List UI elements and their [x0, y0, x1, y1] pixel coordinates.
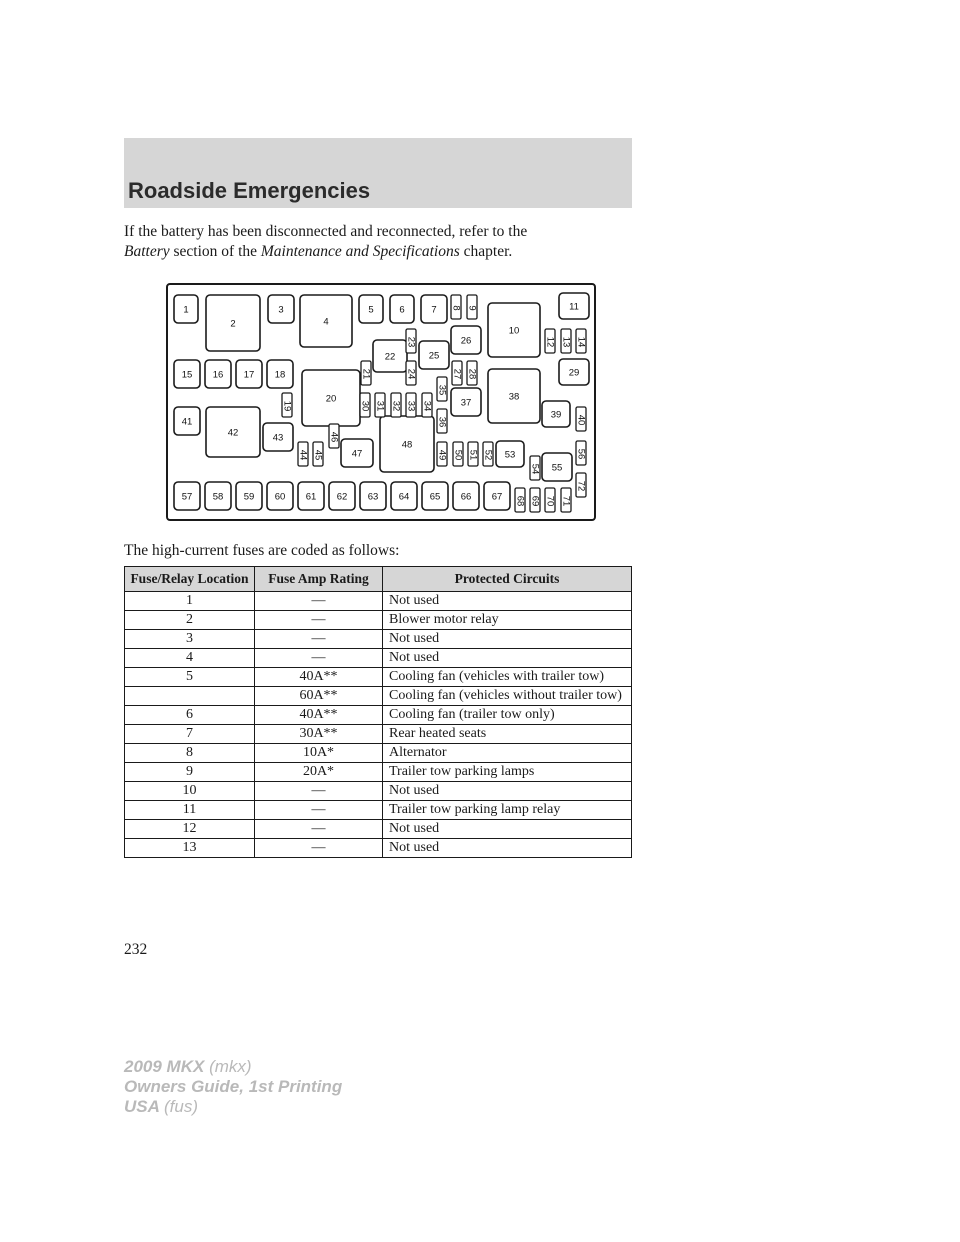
fuse-slot-label: 67 [491, 491, 503, 503]
cell-location: 5 [125, 668, 255, 687]
fuse-slot-label: 47 [351, 448, 363, 460]
cell-location: 12 [125, 820, 255, 839]
table-row [125, 801, 632, 820]
intro-chapter: chapter. [463, 243, 513, 260]
footer-region: USA [124, 1097, 160, 1116]
mini-fuse-label: 34 [421, 400, 433, 412]
mini-fuse-label: 33 [405, 400, 417, 412]
table-row [125, 706, 632, 725]
fuse-slot-label: 42 [227, 427, 239, 439]
fuse-slot-label: 18 [274, 369, 286, 381]
fuse-slot-label: 1 [183, 304, 189, 316]
fuse-slot-label: 41 [181, 416, 193, 428]
table-row [125, 687, 632, 706]
cell-location: 1 [125, 592, 255, 611]
footer-guide: Owners Guide, 1st Printing [124, 1077, 343, 1096]
fuse-slot-label: 43 [272, 432, 284, 444]
fuse-slot-label: 39 [550, 409, 562, 421]
header-location: Fuse/Relay Location [125, 567, 255, 592]
cell-circuit: Cooling fan (vehicles with trailer tow) [383, 668, 632, 687]
cell-rating: — [255, 649, 383, 668]
footer-region-code: (fus) [164, 1097, 198, 1116]
fuse-slot-label: 48 [401, 439, 413, 451]
mini-fuse-label: 23 [405, 336, 417, 348]
table-intro: The high-current fuses are coded as follows: [124, 542, 400, 559]
fuse-slot-label: 62 [336, 491, 348, 503]
mini-fuse-label: 68 [514, 495, 526, 507]
table-row [125, 725, 632, 744]
cell-location: 6 [125, 706, 255, 725]
fuse-slot-label: 37 [460, 397, 472, 409]
mini-fuse-label: 56 [575, 448, 587, 460]
fuse-slot-label: 38 [508, 391, 520, 403]
mini-fuse-label: 70 [544, 495, 556, 507]
intro-section-of: section of the [173, 243, 258, 260]
fuse-slot-label: 26 [460, 335, 472, 347]
mini-fuse-label: 40 [575, 414, 587, 426]
mini-fuse-label: 54 [529, 463, 541, 475]
footer-model-code: (mkx) [209, 1057, 252, 1076]
table-row [125, 611, 632, 630]
fuse-slot-label: 53 [504, 449, 516, 461]
cell-circuit: Blower motor relay [383, 611, 632, 630]
cell-circuit: Not used [383, 649, 632, 668]
fuse-slot-label: 2 [230, 318, 236, 330]
mini-fuse-label: 35 [436, 384, 448, 396]
fuse-slot-label: 66 [460, 491, 472, 503]
cell-circuit: Cooling fan (vehicles without trailer tow) [383, 687, 632, 706]
table-header-row [125, 567, 632, 592]
mini-fuse-label: 9 [466, 305, 478, 311]
cell-rating: 20A* [255, 763, 383, 782]
mini-fuse-label: 30 [359, 400, 371, 412]
fuse-slot-label: 59 [243, 491, 255, 503]
mini-fuse-label: 13 [560, 336, 572, 348]
footer-model: 2009 MKX [124, 1057, 205, 1076]
table-row [125, 820, 632, 839]
table-row [125, 839, 632, 858]
cell-rating: — [255, 611, 383, 630]
fuse-slot-label: 60 [274, 491, 286, 503]
mini-fuse-label: 71 [560, 495, 572, 507]
mini-fuse-label: 72 [575, 480, 587, 492]
mini-fuse-label: 51 [467, 449, 479, 461]
fuse-slot-label: 64 [398, 491, 410, 503]
fuse-slot-label: 11 [569, 301, 579, 313]
cell-location: 3 [125, 630, 255, 649]
header-rating: Fuse Amp Rating [255, 567, 383, 592]
cell-location: 4 [125, 649, 255, 668]
fuse-slot-label: 16 [212, 369, 224, 381]
mini-fuse-label: 8 [450, 305, 462, 311]
table-row [125, 763, 632, 782]
page-number: 232 [124, 941, 148, 958]
table-row [125, 668, 632, 687]
mini-fuse-label: 50 [452, 449, 464, 461]
cell-circuit: Not used [383, 782, 632, 801]
fuse-slot-label: 57 [181, 491, 193, 503]
cell-circuit: Not used [383, 820, 632, 839]
cell-location: 2 [125, 611, 255, 630]
mini-fuse-label: 32 [390, 400, 402, 412]
fuse-slot-label: 58 [212, 491, 224, 503]
intro-chapter-ref: Maintenance and Specifications [260, 243, 460, 260]
mini-fuse-label: 27 [451, 368, 463, 380]
mini-fuse-label: 69 [529, 495, 541, 507]
fuse-slot-label: 61 [305, 491, 317, 503]
cell-circuit: Alternator [383, 744, 632, 763]
fuse-slot-label: 29 [568, 367, 580, 379]
fuse-slot-label: 25 [428, 350, 440, 362]
table-row [125, 782, 632, 801]
cell-location [125, 687, 255, 706]
fuse-slot-label: 7 [431, 304, 437, 316]
mini-fuse-label: 45 [312, 449, 324, 461]
fuse-table [124, 566, 632, 858]
cell-location: 7 [125, 725, 255, 744]
mini-fuse-label: 12 [544, 336, 556, 348]
fuse-slot-label: 55 [551, 462, 563, 474]
cell-rating: — [255, 839, 383, 858]
table-row [125, 744, 632, 763]
intro-line1: If the battery has been disconnected and reconnected, refer to the [124, 223, 528, 240]
mini-fuse-label: 19 [281, 400, 293, 412]
cell-circuit: Trailer tow parking lamp relay [383, 801, 632, 820]
fuse-slot-label: 6 [399, 304, 405, 316]
mini-fuse-label: 28 [466, 368, 478, 380]
fuse-slot-label: 5 [368, 304, 374, 316]
page-title: Roadside Emergencies [128, 178, 371, 203]
fuse-slot-label: 15 [181, 369, 193, 381]
cell-rating: — [255, 782, 383, 801]
cell-circuit: Trailer tow parking lamps [383, 763, 632, 782]
cell-location: 13 [125, 839, 255, 858]
table-row [125, 592, 632, 611]
cell-circuit: Not used [383, 839, 632, 858]
mini-fuse-label: 44 [297, 449, 309, 461]
intro-paragraph [124, 222, 644, 262]
cell-rating: 40A** [255, 706, 383, 725]
header-circuits: Protected Circuits [383, 567, 632, 592]
footer [124, 1057, 342, 1117]
cell-circuit: Not used [383, 630, 632, 649]
cell-rating: 60A** [255, 687, 383, 706]
cell-circuit: Rear heated seats [383, 725, 632, 744]
fuse-slot-label: 4 [323, 316, 329, 328]
cell-location: 9 [125, 763, 255, 782]
fuse-slot-label: 3 [278, 304, 284, 316]
cell-circuit: Cooling fan (trailer tow only) [383, 706, 632, 725]
mini-fuse-label: 49 [436, 449, 448, 461]
fuse-slot-label: 63 [367, 491, 379, 503]
intro-battery-ref: Battery [124, 243, 170, 260]
cell-location: 8 [125, 744, 255, 763]
cell-circuit: Not used [383, 592, 632, 611]
cell-location: 11 [125, 801, 255, 820]
cell-rating: — [255, 801, 383, 820]
cell-rating: 10A* [255, 744, 383, 763]
cell-rating: — [255, 820, 383, 839]
mini-fuse-label: 14 [575, 336, 587, 348]
fuse-slot-label: 20 [325, 393, 337, 405]
cell-rating: 40A** [255, 668, 383, 687]
cell-rating: 30A** [255, 725, 383, 744]
table-row [125, 630, 632, 649]
mini-fuse-label: 52 [482, 449, 494, 461]
fuse-slot-label: 10 [508, 325, 520, 337]
fuse-slot-label: 17 [243, 369, 255, 381]
cell-location: 10 [125, 782, 255, 801]
mini-fuse-label: 36 [436, 416, 448, 428]
cell-rating: — [255, 592, 383, 611]
mini-fuse-label: 24 [405, 368, 417, 380]
table-row [125, 649, 632, 668]
mini-fuse-label: 46 [328, 431, 340, 443]
cell-rating: — [255, 630, 383, 649]
fuse-box-diagram [166, 283, 598, 525]
mini-fuse-label: 21 [360, 368, 372, 380]
mini-fuse-label: 31 [374, 400, 386, 412]
fuse-slot-label: 65 [429, 491, 441, 503]
fuse-slot-label: 22 [384, 351, 396, 363]
